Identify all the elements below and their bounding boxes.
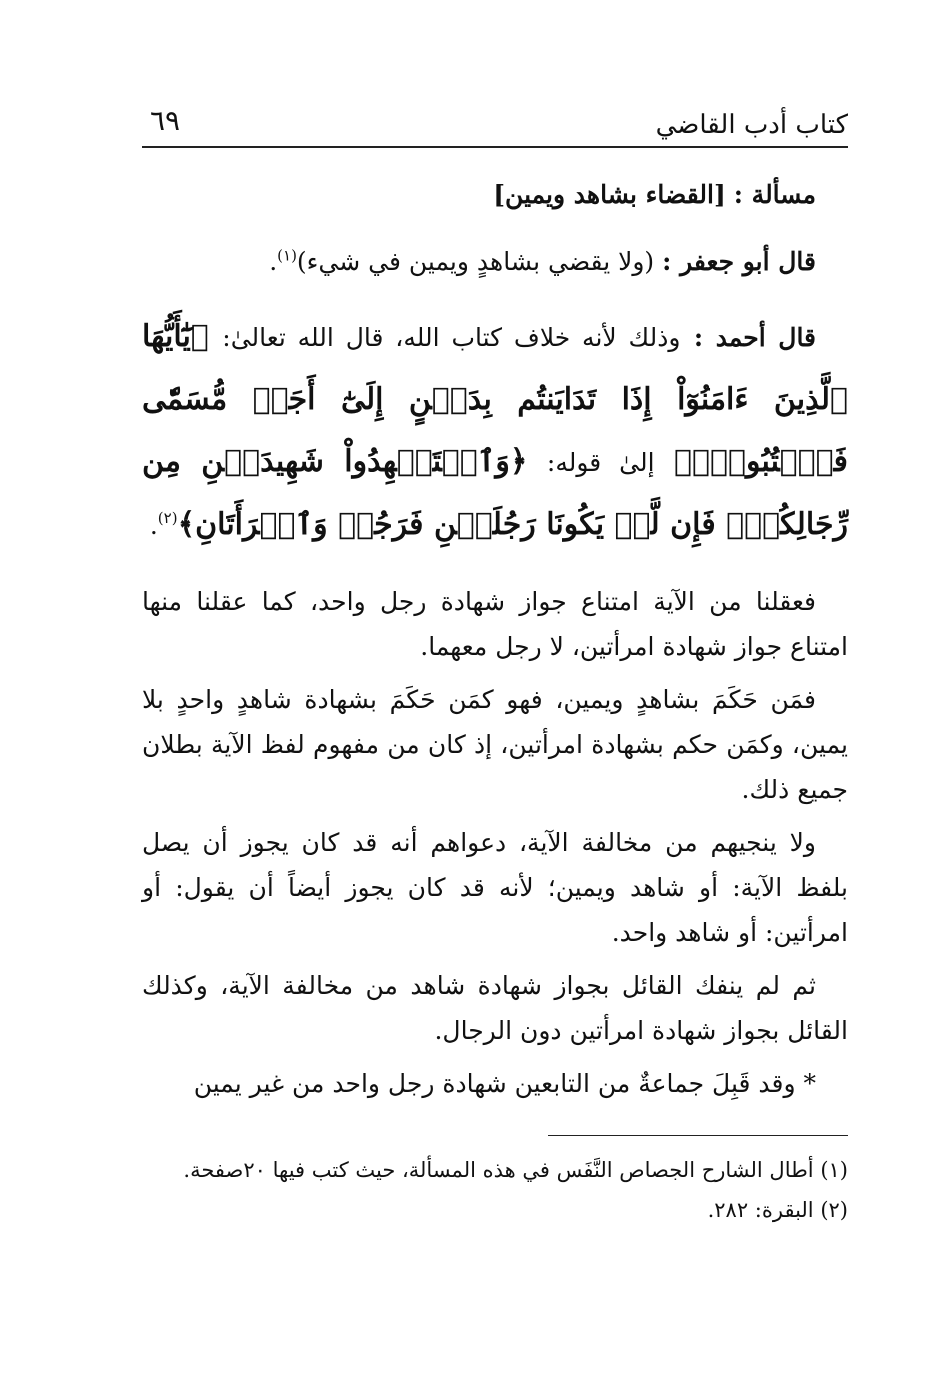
footnote-ref-2: (٢) [157,509,178,527]
quran-verse-1: ﴿يَٰٓأَيُّهَا ٱلَّذِينَ ءَامَنُوٓاْ إِذَا تَدَايَنتُم بِدَيۡنٍ إِلَىٰٓ أَجَلٖ مُّسَمّٗى فَٱكۡتُبُوهُۚ﴾ [142,319,848,479]
footnote-ref-1: (١) [277,246,297,265]
page-number: ٦٩ [150,104,181,137]
paragraph-3: ولا ينجيهم من مخالفة الآية، دعواهم أنه قد كان يجوز أن يصل بلفظ الآية: أو شاهد ويمين؛ لأنه قد كان يجوز أيضاً أن يقول: أو امرأتين: أو شاهد واحد. [142,828,848,947]
footnote-1: (١) أطال الشارح الجصاص النَّفَس في هذه المسألة، حيث كتب فيها ٢٠صفحة. [183,1158,848,1182]
page-header [142,98,848,148]
running-title: كتاب أدب القاضي [655,110,848,140]
paragraph-5: * وقد قَبِلَ جماعةٌ من التابعين شهادة رجل واحد من غير يمين [193,1069,816,1098]
footnote-2: (٢) البقرة: ٢٨٢. [707,1198,848,1222]
quran-verse-2: ﴿وَٱسۡتَشۡهِدُواْ شَهِيدَيۡنِ مِن رِّجَالِكُمۡۖ فَإِن لَّمۡ يَكُونَا رَجُلَيۡنِ فَرَجُلٞ وَٱمۡرَأَتَانِ﴾ [142,444,848,542]
issue-heading: مسألة : [القضاء بشاهد ويمين] [493,180,816,209]
footnotes [142,1150,848,1230]
main-text [142,172,848,1114]
quote-abu-jafar: قال أبو جعفر : (ولا يقضي بشاهدٍ ويمين في شيء)$^{(١)}$. [269,246,816,276]
paragraph-4: ثم لم ينفك القائل بجواز شهادة شاهد من مخالفة الآية، وكذلك القائل بجواز شهادة امرأتين دون الرجال. [142,971,848,1045]
footnote-divider [548,1135,848,1136]
paragraph-1: فعقلنا من الآية امتناع جواز شهادة رجل واحد، كما عقلنا منها امتناع جواز شهادة امرأتين، لا رجل معهما. [142,587,848,661]
paragraph-2: فمَن حَكَمَ بشاهدٍ ويمين، فهو كمَن حَكَمَ بشهادة شاهدٍ واحدٍ بلا يمين، وكمَن حكم بشهادة امرأتين، إذ كان من مفهوم لفظ الآية بطلان جميع ذلك. [142,685,848,804]
quote-ahmad: قال أحمد : وذلك لأنه خلاف كتاب الله، قال الله تعالىٰ: ﴿يَٰٓأَيُّهَا ٱلَّذِينَ ءَامَنُوٓاْ إِذَا تَدَايَنتُم بِدَيۡنٍ إِلَىٰٓ أَجَلٖ مُّسَمّٗى فَٱكۡتُبُوهُۚ﴾ إلىٰ قوله: ﴿وَٱسۡتَشۡهِدُواْ شَهِيدَيۡنِ مِن رِّجَالِكُمۡۖ فَإِن لَّمۡ يَكُونَا رَجُلَيۡنِ فَرَجُلٞ وَٱمۡرَأَتَانِ﴾$^{(٢)}$. [142,319,848,542]
